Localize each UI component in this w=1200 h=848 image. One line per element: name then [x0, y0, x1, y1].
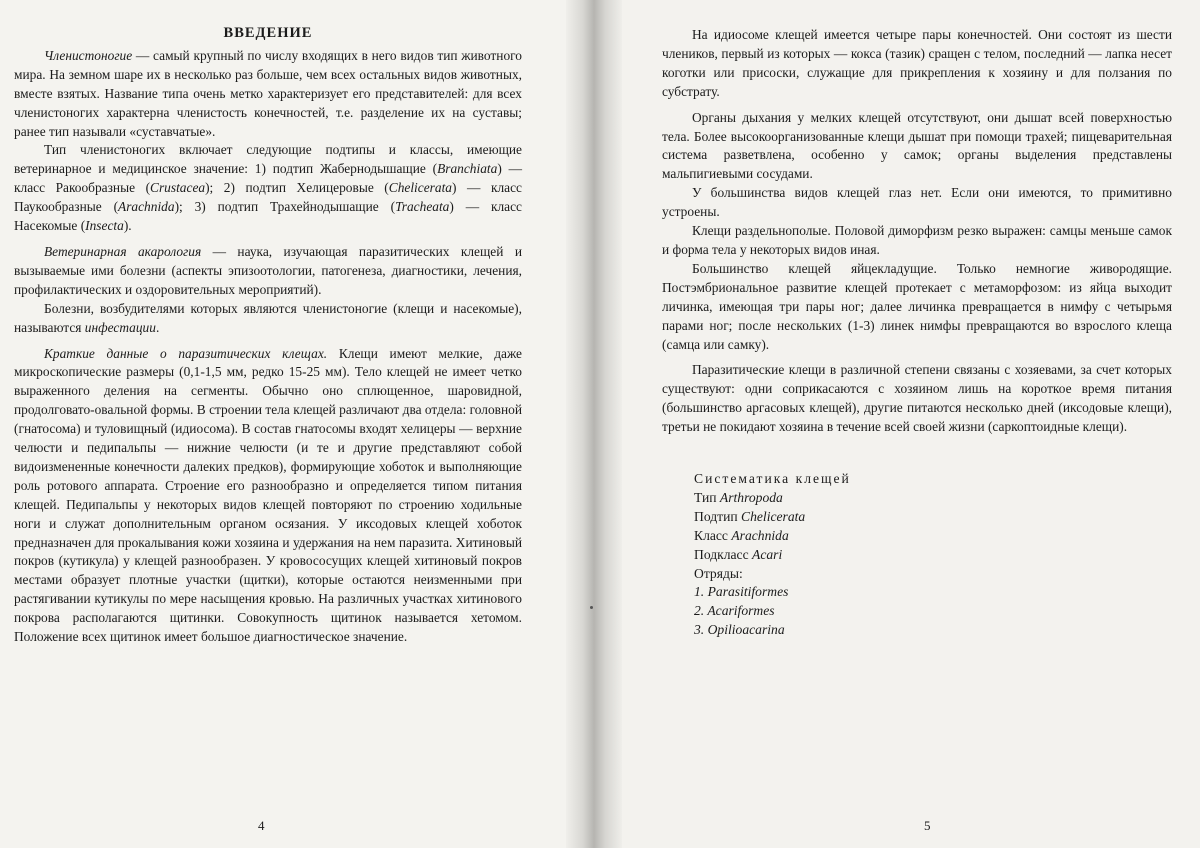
- term-brief-data: Краткие данные о паразитических клещах.: [44, 345, 328, 361]
- section-heading: ВВЕДЕНИЕ: [223, 25, 313, 41]
- term-infestations: инфестации: [84, 319, 156, 335]
- paragraph-infestations: Болезни, возбудителями которых являются членистоногие (клещи и насекомые), называются инфестации.: [14, 300, 522, 335]
- page-number-left: 4: [258, 818, 265, 833]
- systematics-order-1: 1. Parasitiformes: [694, 584, 789, 600]
- term-acarology: Ветеринарная акарология: [44, 243, 202, 259]
- systematics-class: Класс Arachnida: [694, 527, 789, 543]
- left-page: [0, 0, 594, 848]
- systematics-order-3: 3. Opilioacarina: [694, 622, 785, 638]
- systematics-subtype: Подтип Chelicerata: [694, 508, 806, 524]
- paragraph-development: Большинство клещей яйцекладущие. Только немногие живородящие. Постэмбриональное развитие клещей протекает с метаморфозом: из яйца выходит личинка, имеющая три пары ног; далее личинка превращается в нимфу с четырьмя парами ног; после нескольких (1-3) линек нимфы превращаются во взрослого клеща (самца или самку).: [662, 260, 1172, 352]
- paragraph-brief-data: Краткие данные о паразитических клещах. Клещи имеют мелкие, даже микроскопические размеры (0,1-1,5 мм, редко 15-25 мм). Тело клещей не имеет четко выраженного деления на сегменты. Обычно оно сплющенное, шаровидной, продолговато-овальной формы. В строении тела клещей различают два отдела: головной (гнатосома) и туловищный (идиосома). В состав гнатосомы входят хелицеры — верхние челюсти и педипальпы — нижние челюсти (и те и другие представляют собой видоизмененные конечности далеких предков), формирующие хоботок и выполняющие роль ротового аппарата. Строение его разнообразно и определяется типом питания клещей. Педипальпы у некоторых видов клещей повторяют по строению ходильные ноги и служат дополнительным органом осязания. У иксодовых клещей хоботок предназначен для прокалывания кожи хозяина и удержания на нем паразита. Хитиновый покров (кутикула) у клещей разнообразен. У кровососущих клещей хитиновый покров местами образует плотные участки (щитки), которые остаются неизменными при растягивании кутикулы по мере насыщения кровью. На различных участках хитинового покрова располагаются щитинки. Совокупность щитинок называется хетомом. Положение всех щитинок имеет большое диагностическое значение.: [14, 345, 523, 645]
- paragraph-dimorphism: Клещи раздельнополые. Половой диморфизм резко выражен: самцы меньше самок и форма тела у некоторых видов иная.: [662, 223, 1172, 257]
- systematics-title: Систематика клещей: [694, 471, 851, 486]
- paragraph-limbs: На идиосоме клещей имеется четыре пары конечностей. Они состоят из шести члеников, первый из которых — кокса (тазик) сращен с телом, последний — лапка несет коготки или присоски, служащие для прикрепления к хозяину и для ползания по субстрату.: [662, 27, 1172, 99]
- term-arthropods: Членистоногие: [44, 47, 133, 63]
- left-text-column: [14, 24, 522, 647]
- right-text-column: [662, 26, 1172, 437]
- systematics-type: Тип Arthropoda: [694, 489, 783, 505]
- paragraph-hosts: Паразитические клещи в различной степени связаны с хозяевами, за счет которых существуют: одни соприкасаются с хозяином лишь на короткое время питания (большинство аргасовых клещей), другие питаются несколько дней (иксодовые клещи), третьи не покидают хозяина в течение всей своей жизни (саркоптоидные клещи).: [662, 362, 1172, 435]
- scan-speck: [590, 606, 593, 609]
- right-page: [594, 0, 1200, 848]
- paragraph-acarology: Ветеринарная акарология — наука, изучающая паразитических клещей и вызываемые ими болезни (аспекты эпизоотологии, патогенеза, диагностики, лечения, профилактических и оздоровительных мероприятий).: [14, 243, 522, 297]
- systematics-orders-label: Отряды:: [694, 565, 743, 581]
- systematics-order-2: 2. Acariformes: [694, 603, 775, 619]
- page-number-right: 5: [924, 818, 931, 833]
- systematics-subclass: Подкласс Acari: [694, 546, 783, 562]
- paragraph-arthropods: Членистоногие — самый крупный по числу входящих в него видов тип животного мира. На земном шаре их в несколько раз больше, чем всех остальных видов животных, вместе взятых. Название типа очень метко характеризует его представителей: для всех членистоногих характерна членистость конечностей, т.е. разделение их на суставы; ранее тип называли «суставчатые».: [14, 47, 522, 139]
- paragraph-eyes: У большинства видов клещей глаз нет. Если они имеются, то примитивно устроены.: [662, 185, 1172, 220]
- paragraph-subtypes: Тип членистоногих включает следующие подтипы и классы, имеющие ветеринарное и медицинское значение: 1) подтип Жабернодышащие (Branchiata) — класс Ракообразные (Crustacea); 2) подтип Хелицеровые (Chelicerata) — класс Паукообразные (Arachnida); 3) подтип Трахейнодышащие (Tracheata) — класс Насекомые (Insecta).: [14, 142, 522, 234]
- paragraph-respiration: Органы дыхания у мелких клещей отсутствуют, они дышат всей поверхностью тела. Более высокоорганизованные клещи дышат при помощи трахей; пищеварительная система разветвлена, особенно у самок; органы выделения представлены мальпигиевыми сосудами.: [662, 109, 1172, 182]
- book-gutter: [566, 0, 622, 848]
- systematics-list: [694, 470, 851, 640]
